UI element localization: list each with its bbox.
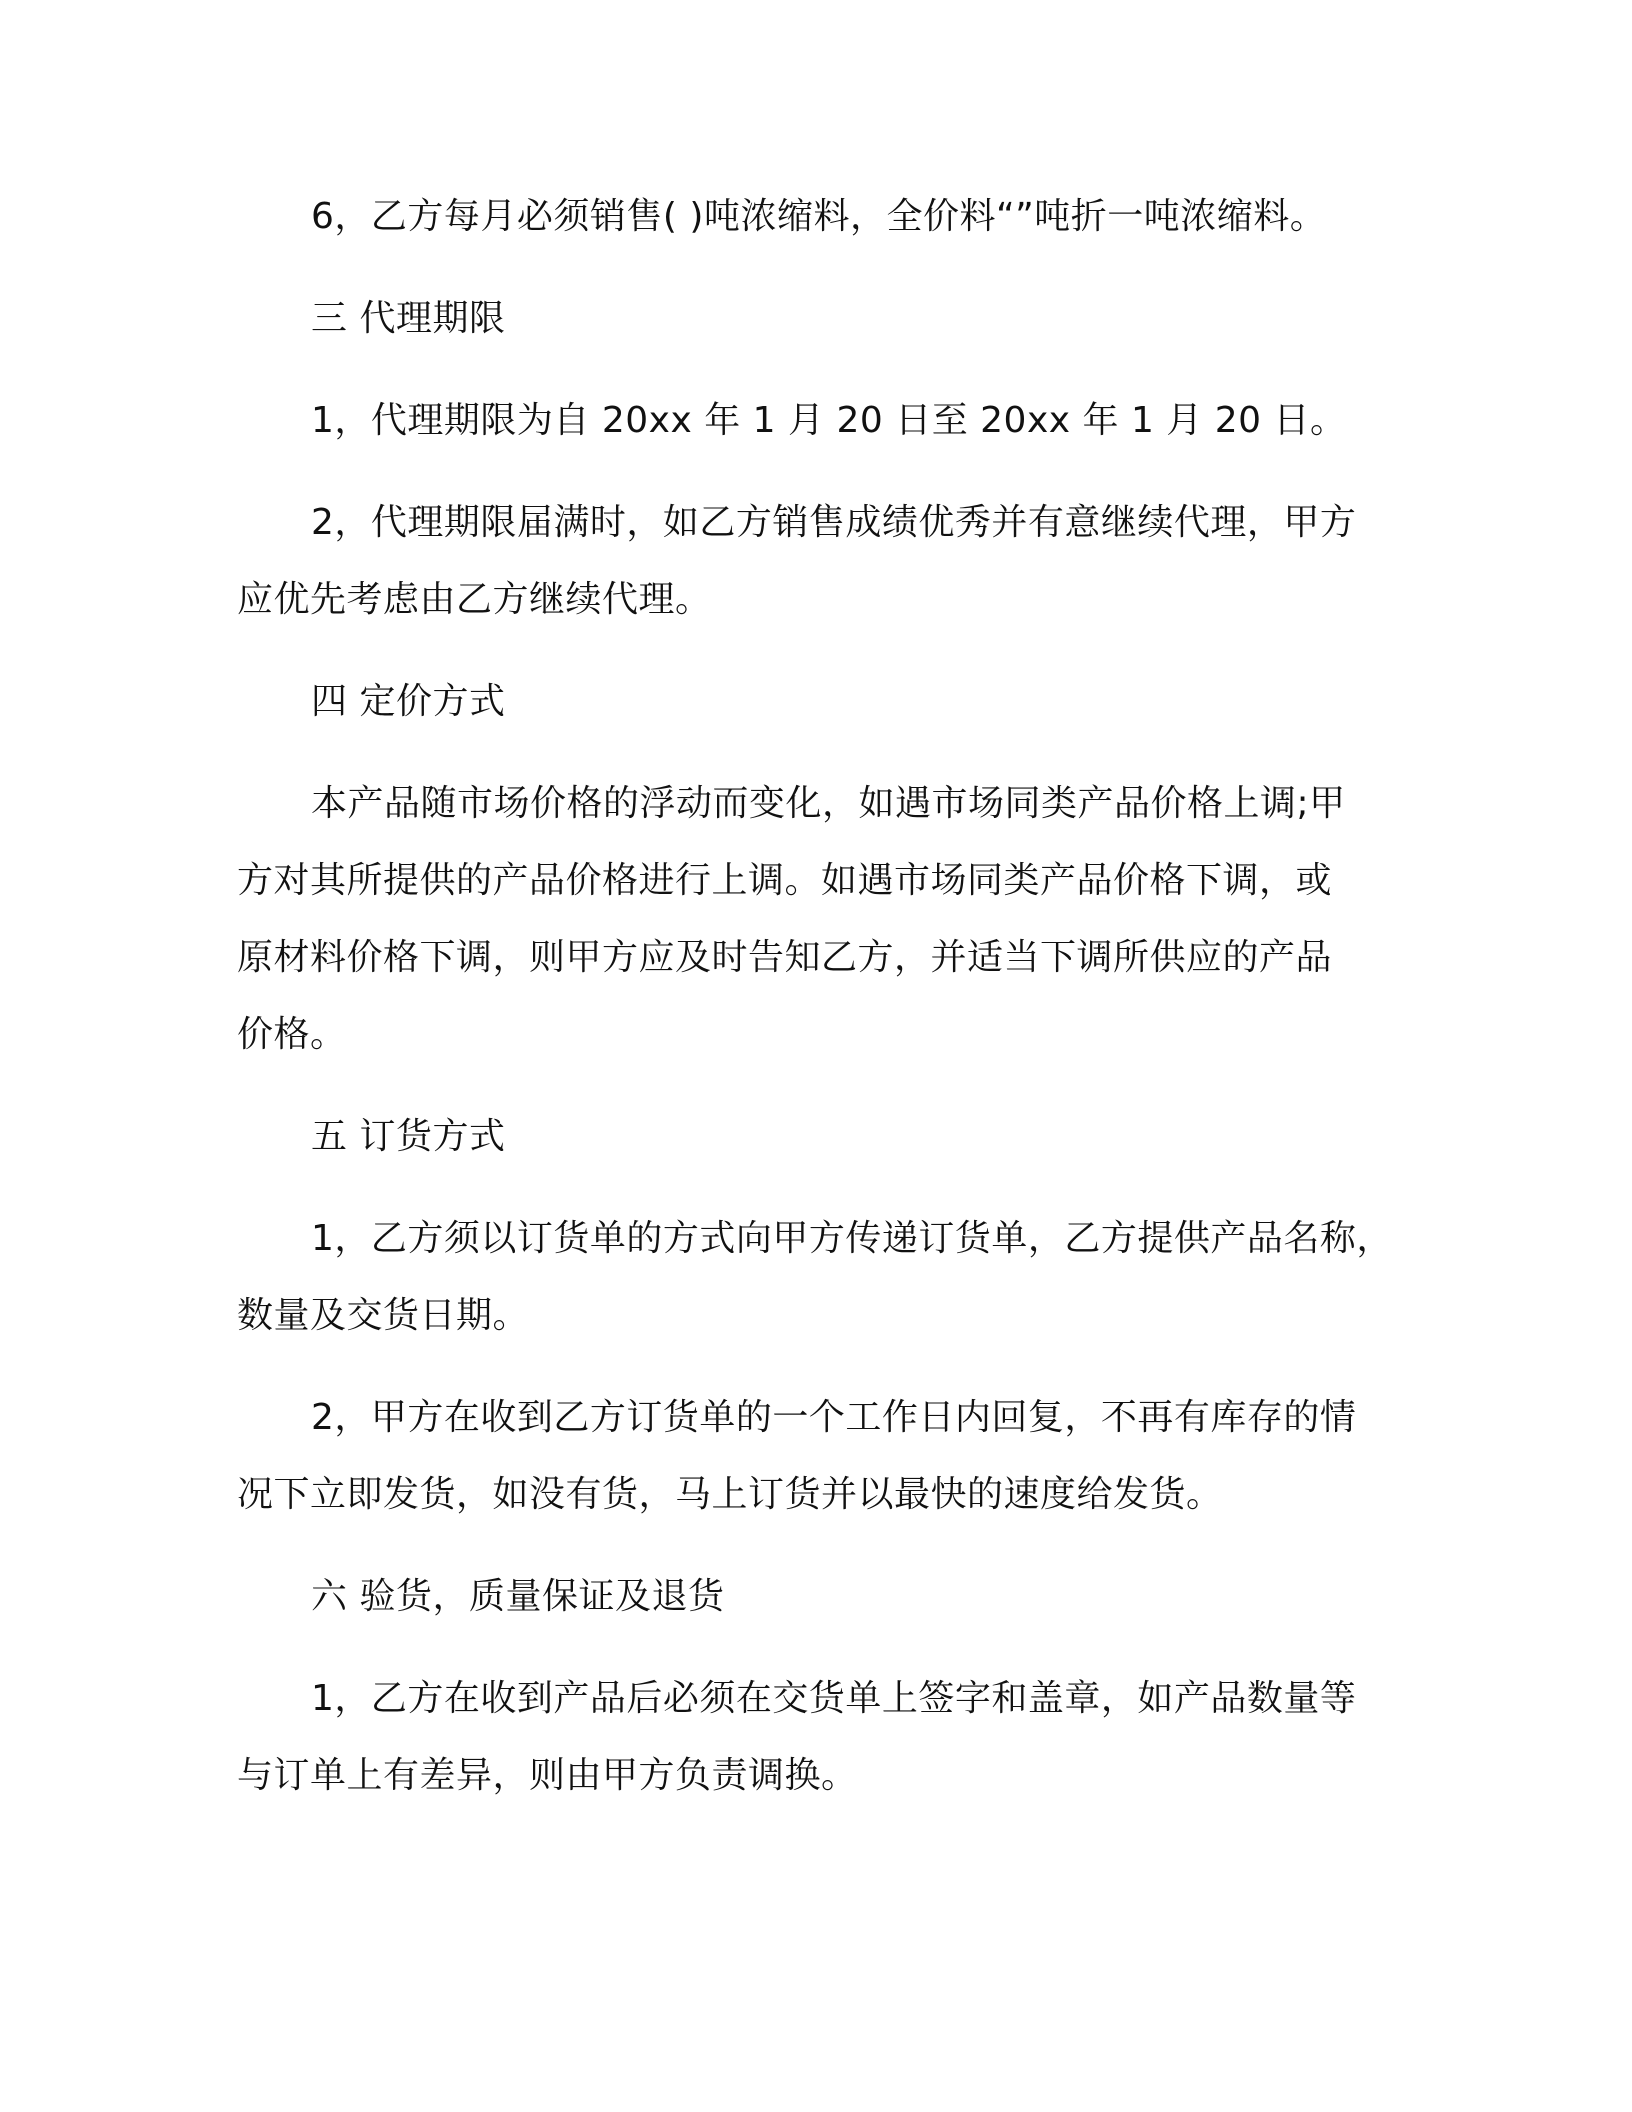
clause-6-paragraph: 6，乙方每月必须销售( )吨浓缩料，全价料“”吨折一吨浓缩料。 [311, 196, 1327, 237]
inspection-clause-1-line-1: 1，乙方在收到产品后必须在交货单上签字和盖章，如产品数量等 [311, 1678, 1357, 1719]
pricing-line-1: 本产品随市场价格的浮动而变化，如遇市场同类产品价格上调;甲 [311, 783, 1346, 824]
section-heading-pricing: 四 定价方式 [311, 681, 506, 722]
section-heading-ordering: 五 订货方式 [311, 1116, 506, 1157]
pricing-line-2: 方对其所提供的产品价格进行上调。如遇市场同类产品价格下调，或 [237, 860, 1333, 901]
pricing-line-4: 价格。 [237, 1014, 347, 1055]
agency-term-clause-1: 1，代理期限为自 20xx 年 1 月 20 日至 20xx 年 1 月 20 日。 [311, 400, 1347, 441]
section-heading-inspection: 六 验货，质量保证及退货 [311, 1576, 725, 1617]
pricing-line-3: 原材料价格下调，则甲方应及时告知乙方，并适当下调所供应的产品 [237, 937, 1333, 978]
ordering-clause-1-line-2: 数量及交货日期。 [237, 1295, 530, 1336]
section-heading-agency-term: 三 代理期限 [311, 298, 506, 339]
ordering-clause-2-line-1: 2，甲方在收到乙方订货单的一个工作日内回复，不再有库存的情 [311, 1397, 1357, 1438]
inspection-clause-1-line-2: 与订单上有差异，则由甲方负责调换。 [237, 1755, 858, 1796]
ordering-clause-1-line-1: 1，乙方须以订货单的方式向甲方传递订货单，乙方提供产品名称， [311, 1218, 1393, 1259]
agency-term-clause-2-line-1: 2，代理期限届满时，如乙方销售成绩优秀并有意继续代理，甲方 [311, 502, 1357, 543]
agency-term-clause-2-line-2: 应优先考虑由乙方继续代理。 [237, 579, 712, 620]
ordering-clause-2-line-2: 况下立即发货，如没有货，马上订货并以最快的速度给发货。 [237, 1474, 1223, 1515]
